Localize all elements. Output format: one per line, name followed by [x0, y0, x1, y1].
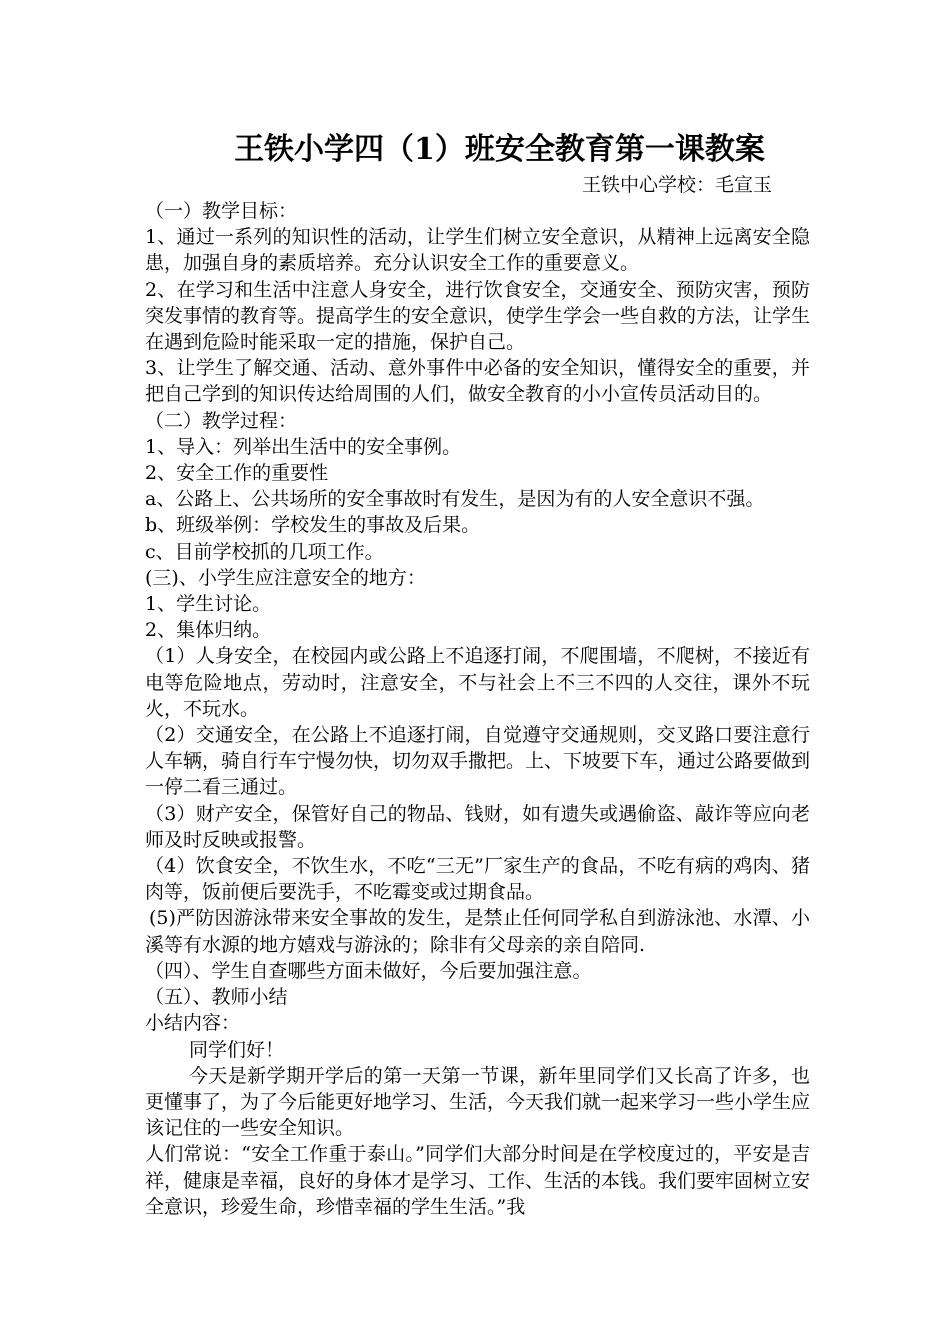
paragraph: （五）、教师小结 — [145, 986, 288, 1009]
paragraph: （1）人身安全，在校园内或公路上不追逐打闹，不爬围墙，不爬树，不接近有电等危险地点，劳动时，注意安全，不与社会上不三不四的人交往，课外不玩火，不玩水。 — [145, 645, 810, 720]
paragraph: 小结内容： — [145, 1012, 241, 1035]
paragraph: 3、让学生了解交通、活动、意外事件中必备的安全知识，懂得安全的重要，并把自己学到的知识传达给周围的人们，做安全教育的小小宣传员活动目的。 — [145, 357, 810, 406]
paragraph: 2、安全工作的重要性 — [145, 462, 329, 485]
paragraph: 人们常说：“安全工作重于泰山。”同学们大部分时间是在学校度过的，平安是吉祥，健康是幸福，良好的身体才是学习、工作、生活的本钱。我们要牢固树立安全意识，珍爱生命，珍惜幸福的学生生活。”我 — [145, 1143, 811, 1218]
document-title: 王铁小学四（1）班安全教育第一课教案 — [234, 132, 765, 167]
paragraph: （四）、学生自查哪些方面未做好，今后要加强注意。 — [145, 959, 592, 982]
paragraph: 2、在学习和生活中注意人身安全，进行饮食安全，交通安全、预防灾害，预防突发事情的教育等。提高学生的安全意识，使学生学会一些自救的方法，让学生在遇到危险时能采取一定的措施，保护自己。 — [145, 278, 811, 354]
paragraph: 同学们好！ — [189, 1038, 285, 1061]
paragraph: （4）饮食安全，不饮生水，不吃“三无”厂家生产的食品，不吃有病的鸡肉、猪肉等，饭前便后要洗手，不吃霉变或过期食品。 — [145, 855, 810, 904]
paragraph: 1、通过一系列的知识性的活动，让学生们树立安全意识，从精神上远离安全隐患，加强自身的素质培养。充分认识安全工作的重要意义。 — [145, 226, 810, 275]
paragraph: (5)严防因游泳带来安全事故的发生，是禁止任何同学私自到游泳池、水潭、小溪等有水源的地方嬉戏与游泳的；除非有父母亲的亲自陪同. — [145, 907, 810, 956]
paragraph: （2）交通安全，在公路上不追逐打闹，自觉遵守交通规则，交叉路口要注意行人车辆，骑自行车宁慢勿快，切勿双手撒把。上、下坡要下车，通过公路要做到一停二看三通过。 — [145, 724, 811, 799]
paragraph: c、目前学校抓的几项工作。 — [145, 540, 384, 563]
paragraph: (三)、小学生应注意安全的地方： — [145, 566, 426, 589]
paragraph: 1、学生讨论。 — [145, 593, 272, 616]
document-page — [145, 128, 810, 1220]
paragraph: 2、集体归纳。 — [145, 619, 272, 642]
paragraph: 今天是新学期开学后的第一天第一节课，新年里同学们又长高了许多，也更懂事了，为了今后能更好地学习、生活，今天我们就一起来学习一些小学生应该记住的一些安全知识。 — [145, 1064, 811, 1140]
paragraph: b、班级举例：学校发生的事故及后果。 — [145, 514, 481, 537]
document-author: 王铁中心学校：毛宣玉 — [581, 174, 772, 196]
paragraph: （3）财产安全，保管好自己的物品、钱财，如有遗失或遇偷盗、敲诈等应向老师及时反映或报警。 — [145, 802, 810, 851]
paragraph: （二）教学过程： — [145, 409, 298, 432]
paragraph: 1、导入：列举出生活中的安全事例。 — [145, 435, 462, 458]
paragraph: a、公路上、公共场所的安全事故时有发生，是因为有的人安全意识不强。 — [145, 488, 765, 511]
paragraph: （一）教学目标： — [145, 200, 298, 222]
document-body — [145, 198, 810, 1220]
